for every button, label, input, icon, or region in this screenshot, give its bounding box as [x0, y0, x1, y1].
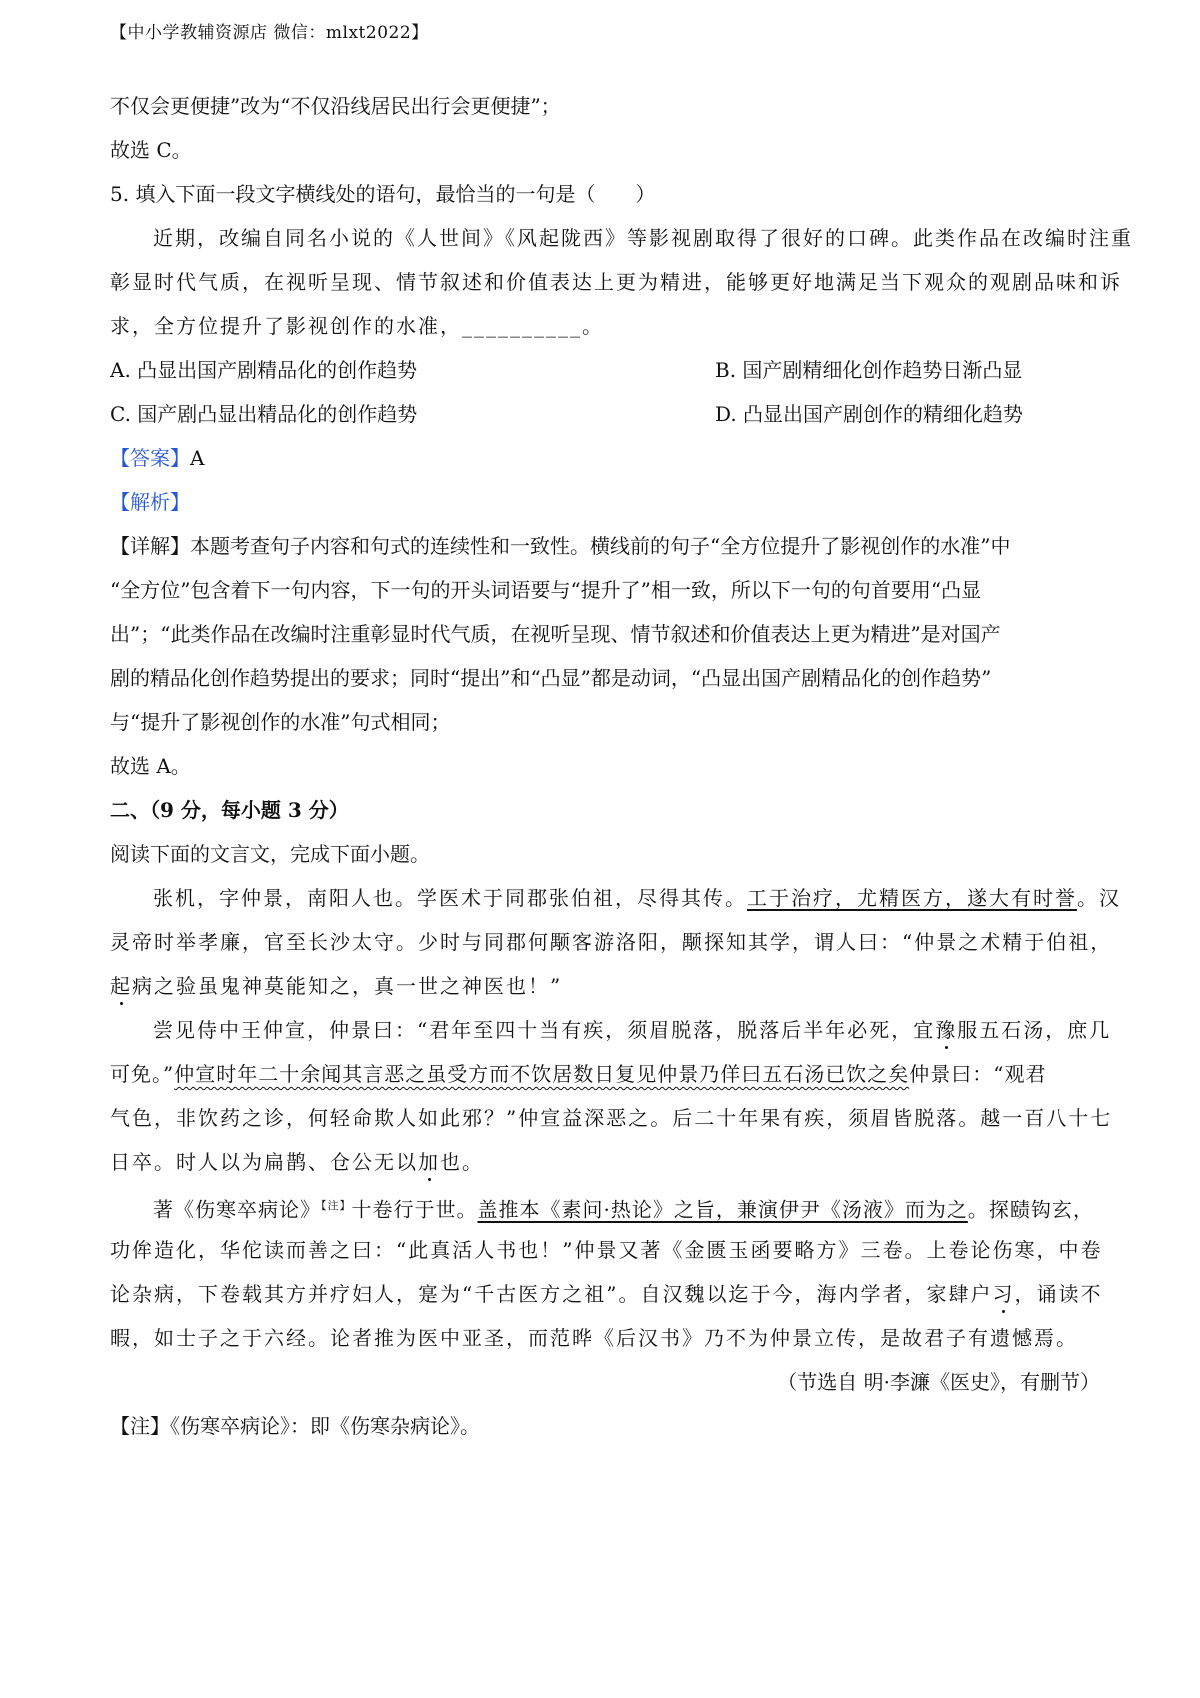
- option-b: B. 国产剧精细化创作趋势日渐凸显: [715, 358, 1023, 382]
- detail-line: 剧的精品化创作趋势提出的要求；同时“提出”和“凸显”都是动词，“凸显出国产剧精品化的创作趋势”: [110, 666, 992, 690]
- source-citation: （节选自 明·李濂《医史》，有删节）: [777, 1370, 1100, 1394]
- detail-line: 出”；“此类作品在改编时注重彰显时代气质，在视听呈现、情节叙述和价值表达上更为精进”是对国产: [110, 622, 1001, 646]
- option-row: [110, 356, 1100, 384]
- dotted-character: 习: [992, 1282, 1015, 1306]
- prev-line-1: 不仅会更便捷”改为“不仅沿线居民出行会更便捷”；: [110, 94, 561, 118]
- analysis-tag: 【解析】: [110, 490, 190, 514]
- passage-line: 彰显时代气质，在视听呈现、情节叙述和价值表达上更为精进，能够更好地满足当下观众的观剧品味和诉: [110, 270, 1122, 294]
- dotted-character: 豫: [935, 1018, 958, 1042]
- option-row: [110, 400, 1100, 428]
- classical-text-line: 论杂病，下卷载其方并疗妇人，寔为“千古医方之祖”。自汉魏以迄于今，海内学者，家肆户习，诵读不: [110, 1282, 1103, 1306]
- underlined-sentence: 盖推本《素问·热论》之旨，兼演伊尹《汤液》而为之: [477, 1197, 968, 1222]
- classical-text-line: 灵帝时举孝廉，官至长沙太守。少时与同郡何颙客游洛阳，颙探知其学，谓人曰：“仲景之术精于伯祖，: [110, 930, 1113, 954]
- classical-text-line: 功侔造化，华佗读而善之曰：“此真活人书也！”仲景又著《金匮玉函要略方》三卷。上卷论伤寒，中卷: [110, 1238, 1103, 1262]
- page-header: 【中小学教辅资源店 微信：mlxt2022】: [110, 23, 429, 43]
- detail-line: 【详解】本题考查句子内容和句式的连续性和一致性。横线前的句子“全方位提升了影视创作的水准”中: [110, 534, 1011, 558]
- section-2-instruction: 阅读下面的文言文，完成下面小题。: [110, 842, 430, 866]
- dotted-character: 加: [418, 1150, 440, 1174]
- footnote-marker: 【注】: [321, 1199, 352, 1212]
- classical-text-line: 日卒。时人以为扁鹊、仓公无以加也。: [110, 1150, 484, 1174]
- classical-text-line: 张机，字仲景，南阳人也。学医术于同郡张伯祖，尽得其传。工于治疗，尤精医方，遂大有时誉。汉: [153, 886, 1121, 910]
- classical-text-line: 可免。”仲宣时年二十余闻其言恶之虽受方而不饮居数日复见仲景乃佯曰五石汤已饮之矣仲景曰：“观君: [110, 1062, 1047, 1086]
- detail-line: “全方位”包含着下一句内容，下一句的开头词语要与“提升了”相一致，所以下一句的句首要用“凸显: [110, 578, 982, 602]
- answer-value: A: [190, 446, 205, 470]
- option-d: D. 凸显出国产剧创作的精细化趋势: [715, 402, 1024, 426]
- footnote: 【注】《伤寒卒病论》：即《伤寒杂病论》。: [110, 1414, 480, 1438]
- detail-line: 与“提升了影视创作的水准”句式相同；: [110, 710, 451, 734]
- answer-tag: 【答案】: [110, 446, 190, 470]
- answer-line: [110, 444, 1100, 472]
- detail-line: 故选 A。: [110, 754, 191, 778]
- question-5-stem: 5. 填入下面一段文字横线处的语句，最恰当的一句是（ ）: [110, 182, 656, 206]
- classical-text-line: 尝见侍中王仲宣，仲景曰：“君年至四十当有疾，须眉脱落，脱落后半年必死，宜豫服五石汤，庶几: [153, 1018, 1112, 1042]
- passage-line: 近期，改编自同名小说的《人世间》《风起陇西》等影视剧取得了很好的口碑。此类作品在改编时注重: [153, 226, 1133, 250]
- classical-text-line: 著《伤寒卒病论》$^{【注】}$十卷行于世。盖推本《素问·热论》之旨，兼演伊尹《汤液》而为之。探赜钩玄，: [153, 1197, 1094, 1222]
- option-a: A. 凸显出国产剧精品化的创作趋势: [110, 358, 418, 382]
- classical-text-line: 气色，非饮药之诊，何轻命欺人如此邪？”仲宣益深恶之。后二十年果有疾，须眉皆脱落。越一百八十七: [110, 1106, 1113, 1130]
- classical-text-line: 起病之验虽鬼神莫能知之，真一世之神医也！”: [110, 974, 563, 998]
- section-2-heading: 二、（9 分，每小题 3 分）: [110, 798, 349, 822]
- wavy-underlined-sentence: 仲宣时年二十余闻其言恶之虽受方而不饮居数日复见仲景乃佯曰五石汤已饮之矣: [174, 1062, 910, 1086]
- passage-line: 求，全方位提升了影视创作的水准，__________。: [110, 314, 604, 338]
- prev-line-2: 故选 C。: [110, 138, 192, 162]
- option-c: C. 国产剧凸显出精品化的创作趋势: [110, 402, 418, 426]
- dotted-character: 起: [110, 974, 132, 998]
- underlined-sentence: 工于治疗，尤精医方，遂大有时誉: [747, 886, 1077, 910]
- classical-text-line: 暇，如士子之于六经。论者推为医中亚圣，而范晔《后汉书》乃不为仲景立传，是故君子有遗憾焉。: [110, 1326, 1078, 1350]
